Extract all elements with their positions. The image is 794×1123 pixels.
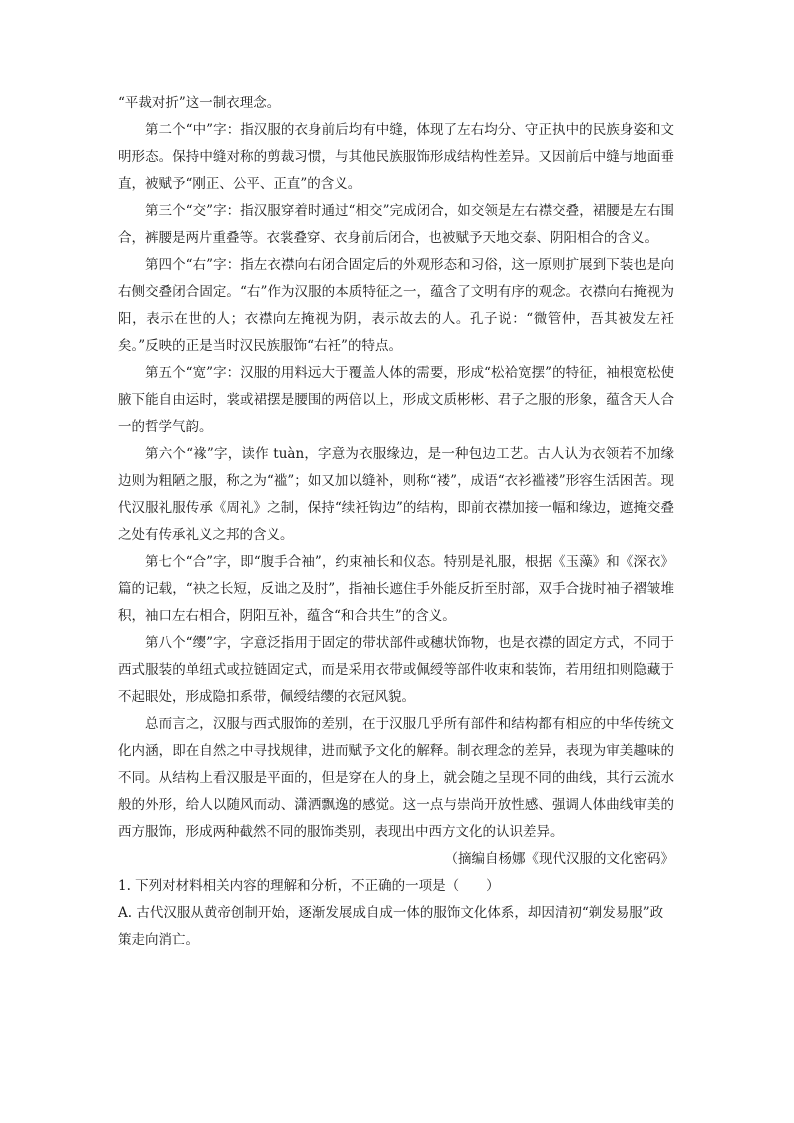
source-citation: （摘编自杨娜《现代汉服的文化密码》 xyxy=(444,851,674,867)
paragraph-1: 第二个“中”字：指汉服的衣身前后均有中缝，体现了左右均分、守正执中的民族身姿和文明形态。保持中缝对称的剪裁习惯，与其他民族服饰形成结构性差异。又因前后中缝与地面垂直，被赋予“刚正、公平、正直”的含义。 xyxy=(118,122,674,192)
paragraph-4: 第五个“宽”字：汉服的用料远大于覆盖人体的需要，形成“松袷宽摆”的特征，袖根宽松使腋下能自由运时，裳或裙摆是腰围的两倍以上，形成文质彬彬、君子之服的形象，蕴含天人合一的哲学气韵。 xyxy=(118,365,674,435)
paragraph-7: 第八个“缨”字，字意泛指用于固定的带状部件或穗状饰物，也是衣襟的固定方式，不同于西式服装的单纽式或拉链固定式，而是采用衣带或佩绶等部件收束和装饰，若用纽扣则隐藏于不起眼处，形成隐扣系带，佩绶结缨的衣冠风貌。 xyxy=(118,635,674,705)
paragraph-3: 第四个“右”字：指左衣襟向右闭合固定后的外观形态和习俗，这一原则扩展到下装也是向右侧交叠闭合固定。“右”作为汉服的本质特征之一，蕴含了文明有序的观念。衣襟向右掩视为阳，表示在世的人；衣襟向左掩视为阴，表示故去的人。孔子说：“微管仲，吾其被发左衽矣。”反映的正是当时汉民族服饰“右衽”的特点。 xyxy=(118,257,674,354)
paragraph-2: 第三个“交”字：指汉服穿着时通过“相交”完成闭合，如交领是左右襟交叠，裙腰是左右围合，裤腰是两片重叠等。衣裳叠穿、衣身前后闭合，也被赋予天地交泰、阴阳相合的含义。 xyxy=(118,203,674,246)
option-a: A. 古代汉服从黄帝创制开始，逐渐发展成自成一体的服饰文化体系，却因清初“剃发易服”政策走向消亡。 xyxy=(118,905,664,948)
question-1: 1. 下列对材料相关内容的理解和分析，不正确的一项是（ ） xyxy=(118,878,500,894)
paragraph-0: “平裁对折”这一制衣理念。 xyxy=(118,95,281,111)
paragraph-8: 总而言之，汉服与西式服饰的差别，在于汉服几乎所有部件和结构都有相应的中华传统文化内涵，即在自然之中寻找规律，进而赋予文化的解释。制衣理念的差异，表现为审美趣味的不同。从结构上看汉服是平面的，但是穿在人的身上，就会随之呈现不同的曲线，其行云流水般的外形，给人以随风而动、潇洒飘逸的感觉。这一点与崇尚开放性感、强调人体曲线审美的西方服饰，形成两种截然不同的服饰类别，表现出中西方文化的认识差异。 xyxy=(118,716,674,840)
document-page xyxy=(118,90,674,954)
paragraph-6: 第七个“合”字，即“腹手合袖”，约束袖长和仪态。特别是礼服，根据《玉藻》和《深衣》篇的记载，“袂之长短，反诎之及肘”，指袖长遮住手外能反折至肘部，双手合拢时袖子褶皱堆积，袖口左右相合，阴阳互补，蕴含“和合共生”的含义。 xyxy=(118,554,674,624)
paragraph-5: 第六个“褖”字，读作 tuàn，字意为衣服缘边，是一种包边工艺。古人认为衣领若不加缘边则为粗陋之服，称之为“褴”；如又加以缝补，则称“褛”，成语“衣衫褴褛”形容生活困苦。现代汉服礼服传承《周礼》之制，保持“续衽钩边”的结构，即前衣襟加接一幅和缘边，遮掩交叠之处有传承礼义之邦的含义。 xyxy=(118,446,674,543)
